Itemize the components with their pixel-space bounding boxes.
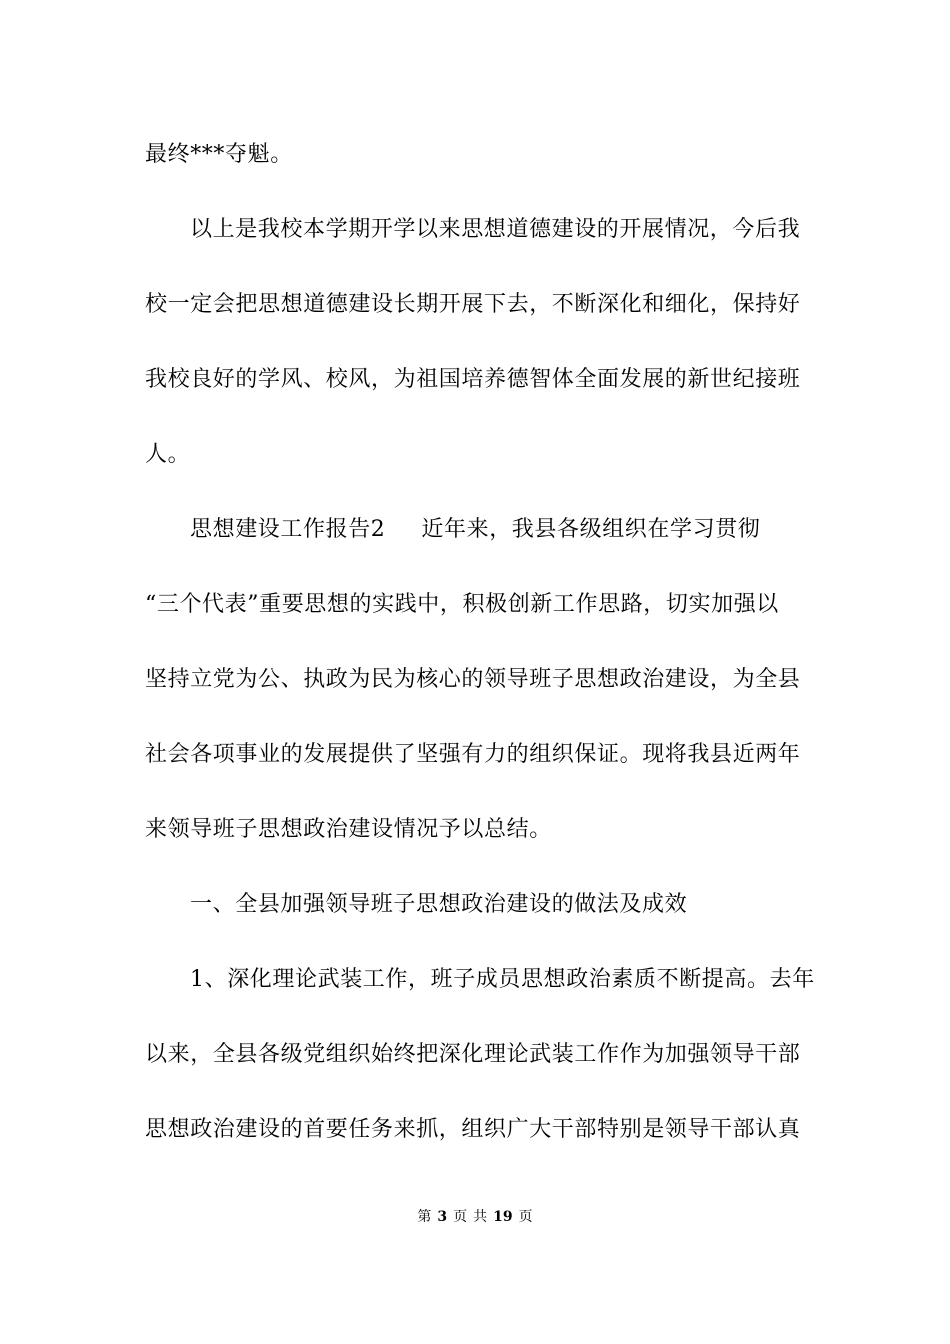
total-pages-number: 19 (493, 1209, 513, 1225)
text-line-13: 以来，全县各级党组织始终把深化理论武装工作作为加强领导干部 (145, 1042, 801, 1067)
text-line-12: 1、深化理论武装工作，班子成员思想政治素质不断提高。去年 (190, 967, 815, 992)
subheading-line: 一、全县加强领导班子思想政治建设的做法及成效 (190, 892, 688, 917)
text-line-7: “三个代表”重要思想的实践中，积极创新工作思路，切实加强以 (145, 592, 779, 617)
footer-label-page-unit: 页 (453, 1209, 468, 1225)
text-line-10: 来领导班子思想政治建设情况予以总结。 (145, 817, 552, 842)
page-footer (0, 1207, 950, 1227)
text-line-14: 思想政治建设的首要任务来抓，组织广大干部特别是领导干部认真 (145, 1117, 801, 1142)
footer-label-page: 第 (417, 1209, 432, 1225)
section-heading-line (190, 515, 760, 545)
footer-label-total: 共 (473, 1209, 488, 1225)
text-line-5: 人。 (145, 442, 191, 467)
current-page-number: 3 (437, 1209, 448, 1225)
text-line-9: 社会各项事业的发展提供了坚强有力的组织保证。现将我县近两年 (145, 742, 801, 767)
text-line-1: 最终***夺魁。 (145, 142, 293, 167)
text-line-4: 我校良好的学风、校风，为祖国培养德智体全面发展的新世纪接班 (145, 367, 801, 392)
section-title: 思想建设工作报告2 (190, 517, 386, 542)
text-line-3: 校一定会把思想道德建设长期开展下去，不断深化和细化，保持好 (145, 292, 801, 317)
text-line-8: 坚持立党为公、执政为民为核心的领导班子思想政治建设，为全县 (145, 667, 801, 692)
footer-label-total-unit: 页 (518, 1209, 533, 1225)
section-intro: 近年来，我县各级组织在学习贯彻 (421, 517, 761, 542)
text-line-2: 以上是我校本学期开学以来思想道德建设的开展情况，今后我 (190, 217, 801, 242)
